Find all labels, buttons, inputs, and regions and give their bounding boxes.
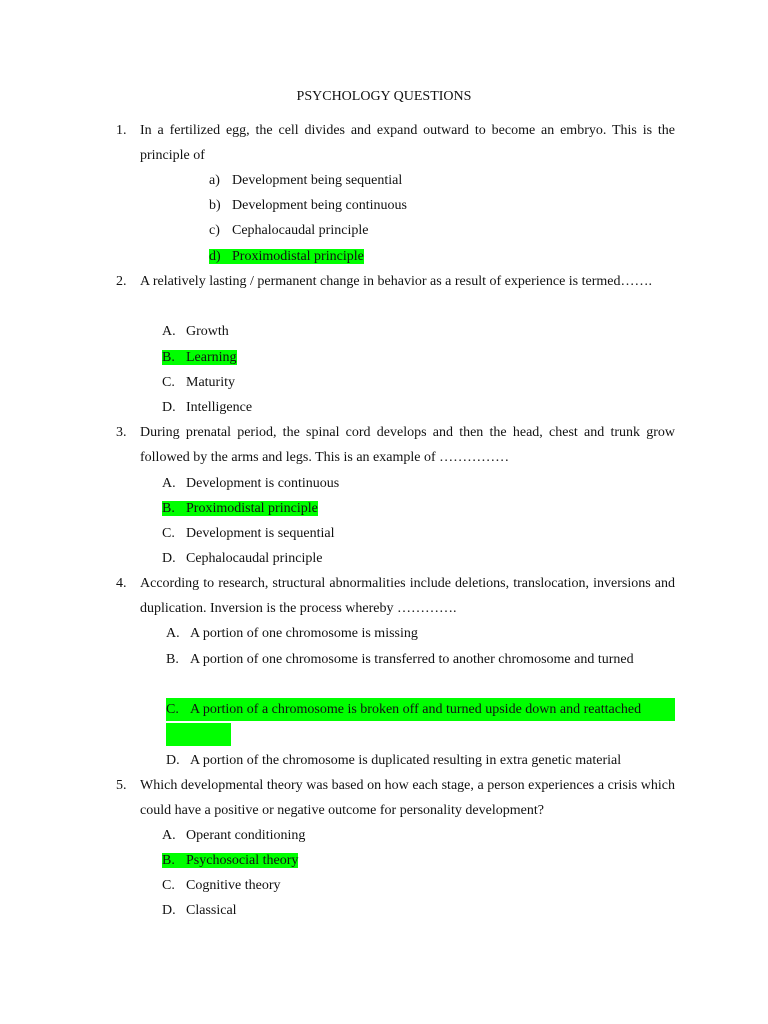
option-text: Operant conditioning	[186, 828, 306, 843]
option-label: A.	[162, 476, 176, 491]
option-label: C.	[162, 878, 175, 893]
option-label: a)	[209, 173, 220, 188]
question-text: A relatively lasting / permanent change in behavior as a result of experience is termed…….	[140, 274, 652, 289]
option-label-b: B.	[166, 652, 179, 667]
option	[209, 193, 407, 218]
option-text: A portion of one chromosome is transferred to another chromosome and turned	[190, 652, 634, 667]
option	[162, 319, 229, 344]
option-text: A portion of one chromosome is missing	[190, 626, 418, 641]
option-label: B.	[162, 350, 175, 365]
option	[162, 395, 252, 420]
option	[162, 898, 237, 923]
option	[162, 521, 335, 546]
option-label: C.	[162, 526, 175, 541]
option	[209, 168, 402, 193]
option-text: Intelligence	[186, 400, 253, 415]
option-label: b)	[209, 198, 221, 213]
option-text: A portion of a chromosome is broken off and turned upside down and reattached	[190, 702, 642, 717]
question-number: 4.	[116, 576, 127, 591]
option-text: Classical	[186, 903, 237, 918]
option-correct	[162, 345, 237, 370]
option-text: Proximodistal principle	[186, 501, 318, 516]
option-label: D.	[166, 753, 180, 768]
option	[166, 621, 418, 646]
option-label: D.	[162, 903, 176, 918]
question-text: According to research, structural abnormalities include deletions, translocation, inversions and duplication. Inversion is the process whereby ………….	[140, 576, 675, 617]
option	[162, 823, 305, 848]
option-correct	[162, 496, 318, 521]
option-label: A.	[166, 626, 180, 641]
question-number: 2.	[116, 274, 127, 289]
option-text: Development is continuous	[186, 476, 340, 491]
option-label: A.	[162, 324, 176, 339]
option	[209, 218, 368, 243]
option-label: B.	[162, 853, 175, 868]
question-text: In a fertilized egg, the cell divides and expand outward to become an embryo. This is the principle of	[140, 123, 675, 164]
option-text: Cognitive theory	[186, 878, 281, 893]
question-number: 1.	[116, 123, 127, 138]
option-text: Growth	[186, 324, 229, 339]
option-label: d)	[209, 249, 221, 264]
option	[162, 471, 339, 496]
question-text: Which developmental theory was based on how each stage, a person experiences a crisis which could have a positive or negative outcome for personality development?	[140, 778, 675, 819]
option-text: Proximodistal principle	[232, 249, 364, 264]
question-number: 3.	[116, 425, 127, 440]
option	[162, 873, 281, 898]
option	[162, 546, 322, 571]
option-text: Cephalocaudal principle	[232, 223, 369, 238]
page-title: PSYCHOLOGY QUESTIONS	[296, 89, 472, 104]
option-correct	[162, 848, 298, 873]
question-text: During prenatal period, the spinal cord develops and then the head, chest and trunk grow followed by the arms and legs. This is an example of ……………	[140, 425, 675, 466]
option-text: A portion of the chromosome is duplicated resulting in extra genetic material	[190, 753, 622, 768]
option-text: Development being sequential	[232, 173, 403, 188]
option-label: B.	[162, 501, 175, 516]
option-label: c)	[209, 223, 220, 238]
option-label: A.	[162, 828, 176, 843]
option	[166, 748, 621, 773]
option-text: Learning	[186, 350, 237, 365]
option-label: C.	[162, 375, 175, 390]
option-label: D.	[162, 551, 176, 566]
question-number: 5.	[116, 778, 127, 793]
option-label: C.	[166, 702, 179, 717]
option-text: Cephalocaudal principle	[186, 551, 323, 566]
option-text: Development being continuous	[232, 198, 407, 213]
option-label: D.	[162, 400, 176, 415]
option-text: Development is sequential	[186, 526, 335, 541]
option-text: Maturity	[186, 375, 235, 390]
option-text: Psychosocial theory	[186, 853, 299, 868]
option	[162, 370, 235, 395]
option-correct	[209, 244, 364, 269]
